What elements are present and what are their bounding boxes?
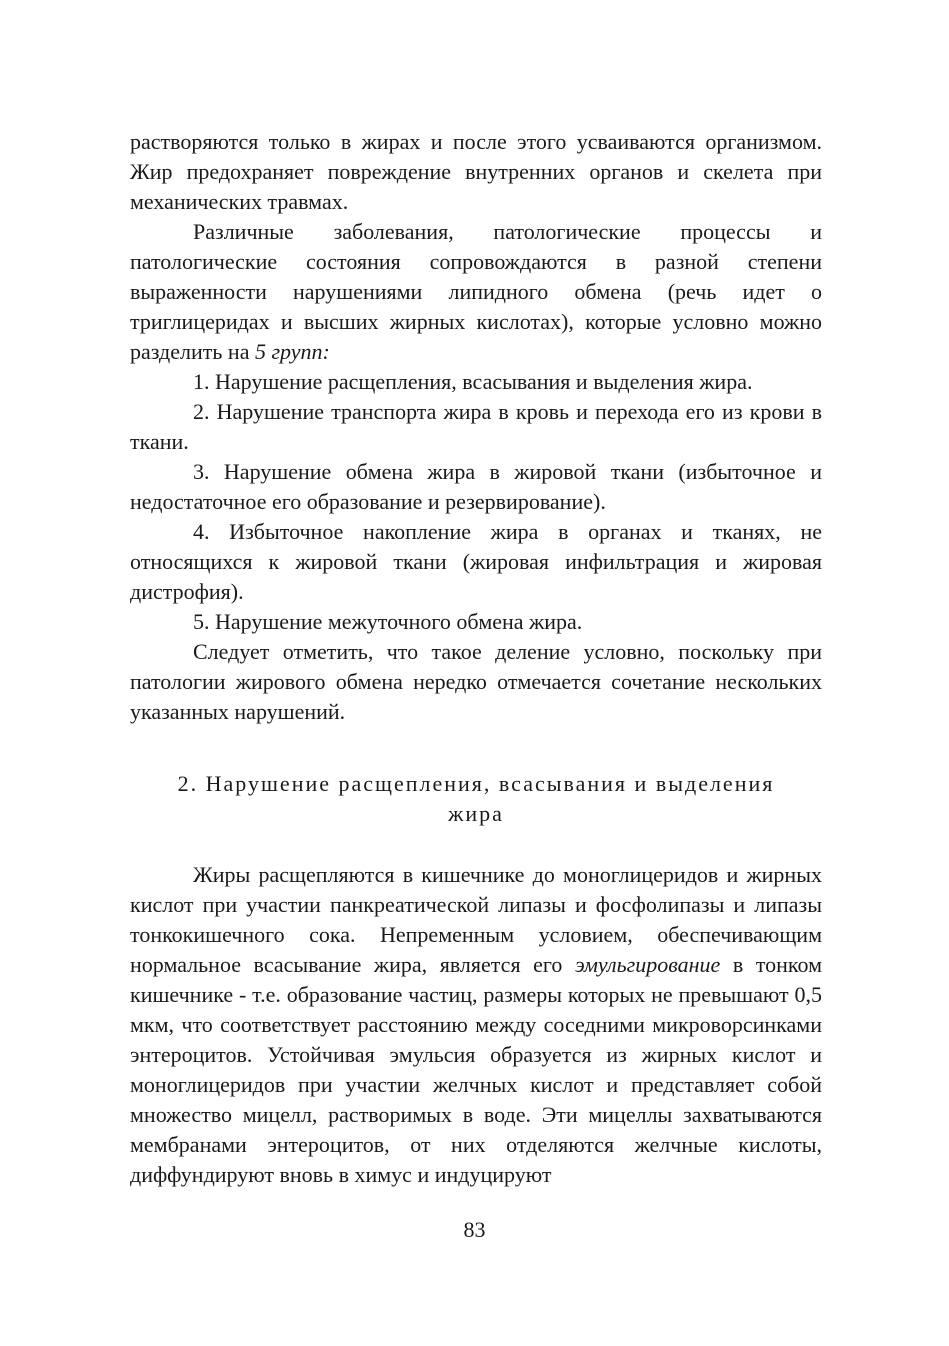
paragraph-lipid-disorders-text: Различные заболевания, патологические процессы и патологические состояния сопровождаются в разной степени выраженности нарушениями липидного обмена (речь идет о триглицеридах и высших жирных кислотах), которые условно можно разделить на <box>130 219 822 364</box>
paragraph-lipid-disorders <box>130 217 822 367</box>
list-item-2: 2. Нарушение транспорта жира в кровь и перехода его из крови в ткани. <box>130 399 822 454</box>
page-body <box>130 127 822 1190</box>
italic-five-groups: 5 групп: <box>254 339 330 364</box>
list-item-1: 1. Нарушение расщепления, всасывания и выделения жира. <box>193 369 753 394</box>
section-heading <box>130 769 822 829</box>
paragraph-continuation: растворяются только в жирах и после этого усваиваются организмом. Жир предохраняет повреждение внутренних органов и скелета при механических травмах. <box>130 129 822 214</box>
list-item-3: 3. Нарушение обмена жира в жировой ткани (избыточное и недостаточное его образование и резервирование). <box>130 459 822 514</box>
list-item-5: 5. Нарушение межуточного обмена жира. <box>193 609 583 634</box>
section-heading-line-2: жира <box>448 801 504 826</box>
paragraph-fat-digestion-part-2: в тонком кишечнике - т.е. образование частиц, размеры которых не превышают 0,5 мкм, что соответствует расстоянию между соседними микроворсинками энтероцитов. Устойчивая эмульсия образуется из жирных кислот и моноглицеридов при участии желчных кислот и представляет собой множество мицелл, растворимых в воде. Эти мицеллы захватываются мембранами энтероцитов, от них отделяются желчные кислоты, диффундируют вновь в химус и индуцируют <box>130 952 822 1187</box>
page-number: 83 <box>463 1217 486 1242</box>
section-heading-line-1: 2. Нарушение расщепления, всасывания и выделения <box>177 771 775 796</box>
list-item-4: 4. Избыточное накопление жира в органах и тканях, не относящихся к жировой ткани (жировая инфильтрация и жировая дистрофия). <box>130 519 822 604</box>
italic-emulsification: эмульгирование <box>574 952 721 977</box>
paragraph-fat-digestion <box>130 860 822 1190</box>
paragraph-note: Следует отметить, что такое деление условно, поскольку при патологии жирового обмена нередко отмечается сочетание нескольких указанных нарушений. <box>130 639 822 724</box>
paragraph-fat-digestion-part-1: Жиры расщепляются в кишечнике до моноглицеридов и жирных кислот при участии панкреатической липазы и фосфолипазы и липазы тонкокишечного сока. Непременным условием, обеспечивающим нормальное всасывание жира, является его <box>130 862 822 977</box>
